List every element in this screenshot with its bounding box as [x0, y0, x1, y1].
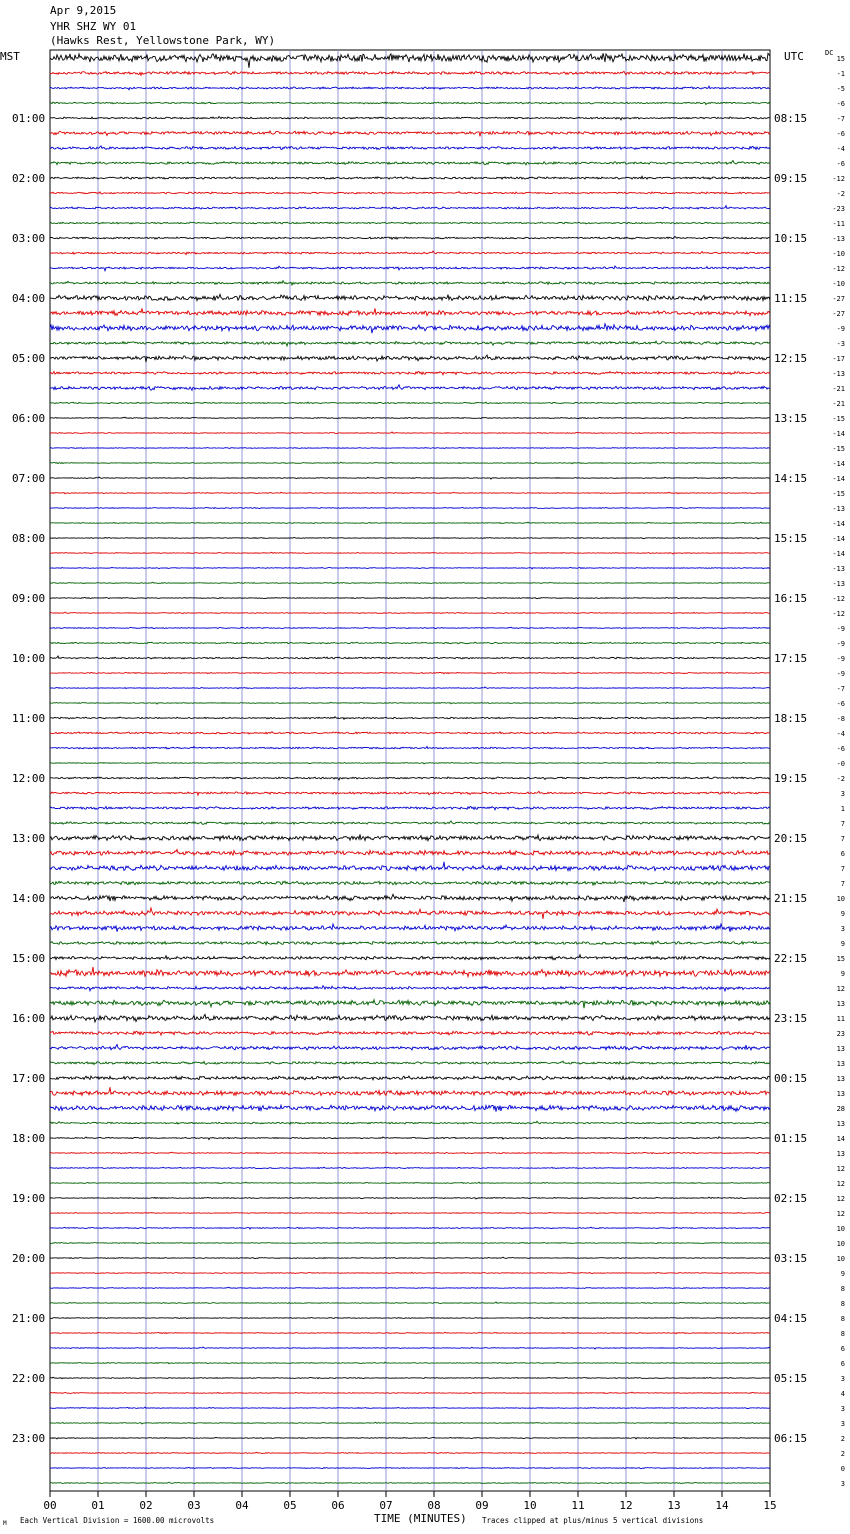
mst-hour-label: 04:00 — [12, 292, 46, 305]
utc-hour-label: 08:15 — [774, 112, 808, 125]
dc-offset-label: 2 — [840, 1435, 845, 1443]
trace-line — [50, 402, 770, 404]
dc-offset-label: 13 — [836, 1000, 845, 1008]
dc-offset-label: -13 — [832, 505, 845, 513]
chart-station: YHR SHZ WY 01 — [50, 20, 137, 33]
utc-hour-label: 17:15 — [774, 652, 808, 665]
utc-hour-label: 05:15 — [774, 1372, 808, 1385]
dc-offset-label: 12 — [836, 1165, 845, 1173]
trace-line — [50, 1318, 770, 1319]
trace-line — [50, 448, 770, 449]
dc-offset-label: -12 — [832, 175, 845, 183]
dc-offset-label: 10 — [836, 1240, 845, 1248]
dc-offset-label: -6 — [836, 160, 845, 168]
dc-offset-label: -2 — [836, 775, 845, 783]
mst-hour-label: 09:00 — [12, 592, 46, 605]
trace-line — [50, 462, 770, 464]
dc-offset-label: -7 — [836, 115, 845, 123]
scale-note: Each Vertical Division = 1600.00 microvolts — [20, 1516, 215, 1525]
mst-hour-label: 19:00 — [12, 1192, 46, 1205]
trace-line — [50, 1257, 770, 1259]
trace-line — [50, 941, 770, 945]
trace-line — [50, 1362, 770, 1364]
x-tick-label: 03 — [187, 1499, 201, 1512]
trace-line — [50, 1014, 770, 1022]
trace-line — [50, 492, 770, 494]
trace-line — [50, 222, 770, 224]
trace-line — [50, 777, 770, 780]
dc-label: DC — [825, 49, 834, 57]
trace-line — [50, 1061, 770, 1064]
x-tick-label: 08 — [427, 1499, 441, 1512]
dc-offset-label: 13 — [836, 1150, 845, 1158]
dc-offset-label: -10 — [832, 280, 845, 288]
dc-offset-label: 7 — [840, 880, 845, 888]
trace-line — [50, 251, 770, 255]
chart-location: (Hawks Rest, Yellowstone Park, WY) — [50, 34, 276, 47]
trace-line — [50, 627, 770, 628]
mst-hour-label: 20:00 — [12, 1252, 46, 1265]
dc-offset-label: -13 — [832, 235, 845, 243]
dc-offset-label: -1 — [836, 70, 845, 78]
dc-offset-label: 8 — [840, 1330, 845, 1338]
trace-line — [50, 1272, 770, 1273]
utc-hour-label: 02:15 — [774, 1192, 808, 1205]
trace-line — [50, 294, 770, 300]
dc-offset-label: 9 — [840, 910, 845, 918]
trace-line — [50, 1182, 770, 1183]
mst-hour-label: 12:00 — [12, 772, 46, 785]
dc-offset-label: -15 — [832, 415, 845, 423]
x-tick-label: 12 — [619, 1499, 633, 1512]
trace-line — [50, 1121, 770, 1124]
utc-hour-label: 14:15 — [774, 472, 808, 485]
dc-offset-label: 23 — [836, 1030, 845, 1038]
utc-hour-label: 16:15 — [774, 592, 808, 605]
trace-line — [50, 53, 770, 68]
utc-hour-label: 20:15 — [774, 832, 808, 845]
dc-offset-label: 7 — [840, 820, 845, 828]
dc-offset-label: -21 — [832, 385, 845, 393]
trace-line — [50, 102, 770, 105]
dc-offset-label: 14 — [836, 1135, 845, 1143]
utc-hour-label: 21:15 — [774, 892, 808, 905]
dc-offset-label: -27 — [832, 310, 845, 318]
dc-offset-label: -9 — [836, 670, 845, 678]
mst-hour-label: 11:00 — [12, 712, 46, 725]
trace-line — [50, 791, 770, 795]
trace-line — [50, 1105, 770, 1112]
dc-offset-label: 12 — [836, 1195, 845, 1203]
dc-offset-label: -15 — [832, 490, 845, 498]
trace-line — [50, 308, 770, 315]
trace-line — [50, 1045, 770, 1051]
dc-offset-label: 7 — [840, 835, 845, 843]
utc-label: UTC — [784, 50, 804, 63]
dc-offset-label: 3 — [840, 1405, 845, 1413]
x-tick-label: 05 — [283, 1499, 297, 1512]
utc-hour-label: 19:15 — [774, 772, 808, 785]
trace-line — [50, 237, 770, 240]
dc-offset-label: 8 — [840, 1285, 845, 1293]
dc-offset-label: -12 — [832, 595, 845, 603]
trace-line — [50, 477, 770, 479]
dc-offset-label: -14 — [832, 430, 845, 438]
trace-line — [50, 161, 770, 165]
trace-line — [50, 762, 770, 764]
x-tick-label: 07 — [379, 1499, 393, 1512]
trace-line — [50, 1000, 770, 1009]
dc-offset-label: 8 — [840, 1315, 845, 1323]
trace-line — [50, 687, 770, 689]
dc-offset-label: -6 — [836, 100, 845, 108]
dc-offset-label: 15 — [836, 55, 845, 63]
utc-hour-label: 12:15 — [774, 352, 808, 365]
trace-line — [50, 1392, 770, 1393]
trace-line — [50, 1031, 770, 1035]
dc-offset-label: -14 — [832, 475, 845, 483]
trace-line — [50, 372, 770, 375]
trace-line — [50, 717, 770, 720]
x-tick-label: 10 — [523, 1499, 537, 1512]
trace-line — [50, 582, 770, 583]
x-tick-label: 15 — [763, 1499, 777, 1512]
trace-line — [50, 1452, 770, 1453]
trace-line — [50, 1377, 770, 1379]
mst-hour-label: 23:00 — [12, 1432, 46, 1445]
mst-hour-label: 06:00 — [12, 412, 46, 425]
trace-line — [50, 1212, 770, 1214]
chart-date: Apr 9,2015 — [50, 4, 117, 17]
x-tick-label: 02 — [139, 1499, 153, 1512]
mst-hour-label: 17:00 — [12, 1072, 46, 1085]
dc-offset-label: 9 — [840, 970, 845, 978]
utc-hour-label: 22:15 — [774, 952, 808, 965]
dc-offset-label: 12 — [836, 985, 845, 993]
dc-offset-label: 12 — [836, 1180, 845, 1188]
utc-hour-label: 23:15 — [774, 1012, 808, 1025]
trace-line — [50, 281, 770, 285]
x-tick-label: 09 — [475, 1499, 489, 1512]
clip-note: Traces clipped at plus/minus 5 vertical divisions — [482, 1516, 704, 1525]
dc-offset-label: 3 — [840, 1375, 845, 1383]
trace-line — [50, 1302, 770, 1304]
dc-offset-label: 4 — [840, 1390, 845, 1398]
trace-line — [50, 86, 770, 90]
utc-hour-label: 13:15 — [774, 412, 808, 425]
trace-line — [50, 507, 770, 508]
x-tick-label: 06 — [331, 1499, 345, 1512]
dc-offset-label: -27 — [832, 295, 845, 303]
dc-offset-label: -13 — [832, 565, 845, 573]
mst-hour-label: 05:00 — [12, 352, 46, 365]
dc-offset-label: -10 — [832, 250, 845, 258]
dc-offset-label: 10 — [836, 1255, 845, 1263]
x-tick-label: 00 — [43, 1499, 57, 1512]
trace-line — [50, 1437, 770, 1439]
dc-offset-label: 3 — [840, 1480, 845, 1488]
trace-line — [50, 807, 770, 810]
dc-offset-label: 11 — [836, 1015, 845, 1023]
trace-line — [50, 1347, 770, 1349]
dc-offset-label: 13 — [836, 1120, 845, 1128]
trace-line — [50, 1243, 770, 1244]
mst-hour-label: 01:00 — [12, 112, 46, 125]
dc-offset-label: 6 — [840, 850, 845, 858]
dc-offset-label: -6 — [836, 130, 845, 138]
utc-hour-label: 18:15 — [774, 712, 808, 725]
trace-line — [50, 834, 770, 840]
trace-line — [50, 1407, 770, 1408]
trace-line — [50, 432, 770, 434]
dc-offset-label: 13 — [836, 1075, 845, 1083]
x-tick-label: 14 — [715, 1499, 729, 1512]
dc-offset-label: 10 — [836, 895, 845, 903]
trace-line — [50, 642, 770, 644]
mst-hour-label: 16:00 — [12, 1012, 46, 1025]
dc-offset-label: -0 — [836, 760, 845, 768]
trace-line — [50, 552, 770, 554]
corner-mark: M — [3, 1520, 7, 1527]
mst-hour-label: 03:00 — [12, 232, 46, 245]
dc-offset-label: -15 — [832, 445, 845, 453]
dc-offset-label: 9 — [840, 1270, 845, 1278]
trace-line — [50, 522, 770, 523]
trace-line — [50, 894, 770, 902]
dc-offset-label: -9 — [836, 625, 845, 633]
dc-offset-label: -14 — [832, 550, 845, 558]
trace-line — [50, 192, 770, 194]
dc-offset-label: 12 — [836, 1210, 845, 1218]
trace-line — [50, 131, 770, 137]
dc-offset-label: -4 — [836, 730, 845, 738]
trace-line — [50, 1227, 770, 1229]
dc-offset-label: 7 — [840, 865, 845, 873]
seismic-traces — [50, 53, 770, 1483]
dc-offset-label: 3 — [840, 1420, 845, 1428]
dc-offset-label: -11 — [832, 220, 845, 228]
trace-line — [50, 908, 770, 919]
trace-line — [50, 538, 770, 539]
x-tick-label: 01 — [91, 1499, 105, 1512]
trace-line — [50, 967, 770, 977]
trace-line — [50, 862, 770, 871]
dc-offset-label: -17 — [832, 355, 845, 363]
dc-offset-label: -12 — [832, 610, 845, 618]
trace-line — [50, 850, 770, 856]
mst-hour-label: 21:00 — [12, 1312, 46, 1325]
utc-hour-label: 11:15 — [774, 292, 808, 305]
dc-offset-label: -5 — [836, 85, 845, 93]
trace-line — [50, 355, 770, 362]
dc-offset-label: -6 — [836, 745, 845, 753]
trace-line — [50, 1422, 770, 1424]
dc-offset-label: 9 — [840, 940, 845, 948]
dc-offset-label: 15 — [836, 955, 845, 963]
trace-line — [50, 702, 770, 704]
mst-hour-label: 15:00 — [12, 952, 46, 965]
axis-labels — [0, 49, 845, 1527]
trace-line — [50, 924, 770, 932]
trace-line — [50, 1332, 770, 1334]
utc-hour-label: 15:15 — [774, 532, 808, 545]
dc-offset-label: 3 — [840, 790, 845, 798]
utc-hour-label: 06:15 — [774, 1432, 808, 1445]
dc-offset-label: 2 — [840, 1450, 845, 1458]
dc-offset-label: 13 — [836, 1045, 845, 1053]
utc-hour-label: 10:15 — [774, 232, 808, 245]
dc-offset-label: 10 — [836, 1225, 845, 1233]
trace-line — [50, 324, 770, 334]
mst-hour-label: 18:00 — [12, 1132, 46, 1145]
trace-line — [50, 417, 770, 418]
trace-line — [50, 732, 770, 734]
trace-line — [50, 746, 770, 748]
utc-hour-label: 01:15 — [774, 1132, 808, 1145]
utc-hour-label: 09:15 — [774, 172, 808, 185]
mst-hour-label: 13:00 — [12, 832, 46, 845]
dc-offset-label: -14 — [832, 535, 845, 543]
trace-line — [50, 1167, 770, 1168]
dc-offset-label: -6 — [836, 700, 845, 708]
mst-hour-label: 14:00 — [12, 892, 46, 905]
utc-hour-label: 03:15 — [774, 1252, 808, 1265]
dc-offset-label: 6 — [840, 1360, 845, 1368]
dc-offset-label: 1 — [840, 805, 845, 813]
trace-line — [50, 146, 770, 150]
x-tick-label: 13 — [667, 1499, 681, 1512]
dc-offset-label: -21 — [832, 400, 845, 408]
trace-line — [50, 567, 770, 569]
trace-line — [50, 1137, 770, 1140]
trace-line — [50, 821, 770, 825]
mst-hour-label: 22:00 — [12, 1372, 46, 1385]
x-tick-label: 04 — [235, 1499, 249, 1512]
mst-hour-label: 08:00 — [12, 532, 46, 545]
dc-offset-label: -13 — [832, 580, 845, 588]
dc-offset-label: 13 — [836, 1060, 845, 1068]
trace-line — [50, 986, 770, 991]
dc-offset-label: 0 — [840, 1465, 845, 1473]
dc-offset-label: 28 — [836, 1105, 845, 1113]
dc-offset-label: -9 — [836, 655, 845, 663]
dc-offset-label: 8 — [840, 1300, 845, 1308]
utc-hour-label: 04:15 — [774, 1312, 808, 1325]
trace-line — [50, 206, 770, 209]
trace-line — [50, 117, 770, 120]
trace-line — [50, 1482, 770, 1483]
dc-offset-label: -2 — [836, 190, 845, 198]
trace-line — [50, 1287, 770, 1288]
trace-line — [50, 71, 770, 75]
trace-line — [50, 1087, 770, 1095]
dc-offset-label: -13 — [832, 370, 845, 378]
trace-line — [50, 1468, 770, 1469]
dc-offset-label: 3 — [840, 925, 845, 933]
x-tick-label: 11 — [571, 1499, 585, 1512]
trace-line — [50, 598, 770, 599]
dc-offset-label: 13 — [836, 1090, 845, 1098]
trace-line — [50, 266, 770, 271]
dc-offset-label: -23 — [832, 205, 845, 213]
dc-offset-label: 6 — [840, 1345, 845, 1353]
dc-offset-label: -8 — [836, 715, 845, 723]
trace-line — [50, 881, 770, 885]
trace-line — [50, 656, 770, 659]
plot-frame — [50, 50, 770, 1491]
dc-offset-label: -4 — [836, 145, 845, 153]
mst-hour-label: 10:00 — [12, 652, 46, 665]
utc-hour-label: 00:15 — [774, 1072, 808, 1085]
dc-offset-label: -9 — [836, 640, 845, 648]
dc-offset-label: -12 — [832, 265, 845, 273]
dc-offset-label: -3 — [836, 340, 845, 348]
trace-line — [50, 612, 770, 613]
trace-line — [50, 672, 770, 674]
trace-line — [50, 1152, 770, 1154]
trace-line — [50, 341, 770, 346]
dc-offset-label: -14 — [832, 520, 845, 528]
x-axis-label: TIME (MINUTES) — [374, 1512, 467, 1525]
trace-line — [50, 1197, 770, 1199]
trace-line — [50, 955, 770, 960]
dc-offset-label: -7 — [836, 685, 845, 693]
mst-hour-label: 02:00 — [12, 172, 46, 185]
mst-label: MST — [0, 50, 20, 63]
dc-offset-label: -14 — [832, 460, 845, 468]
trace-line — [50, 385, 770, 391]
dc-offset-label: -9 — [836, 325, 845, 333]
trace-line — [50, 176, 770, 179]
mst-hour-label: 07:00 — [12, 472, 46, 485]
trace-line — [50, 1076, 770, 1080]
